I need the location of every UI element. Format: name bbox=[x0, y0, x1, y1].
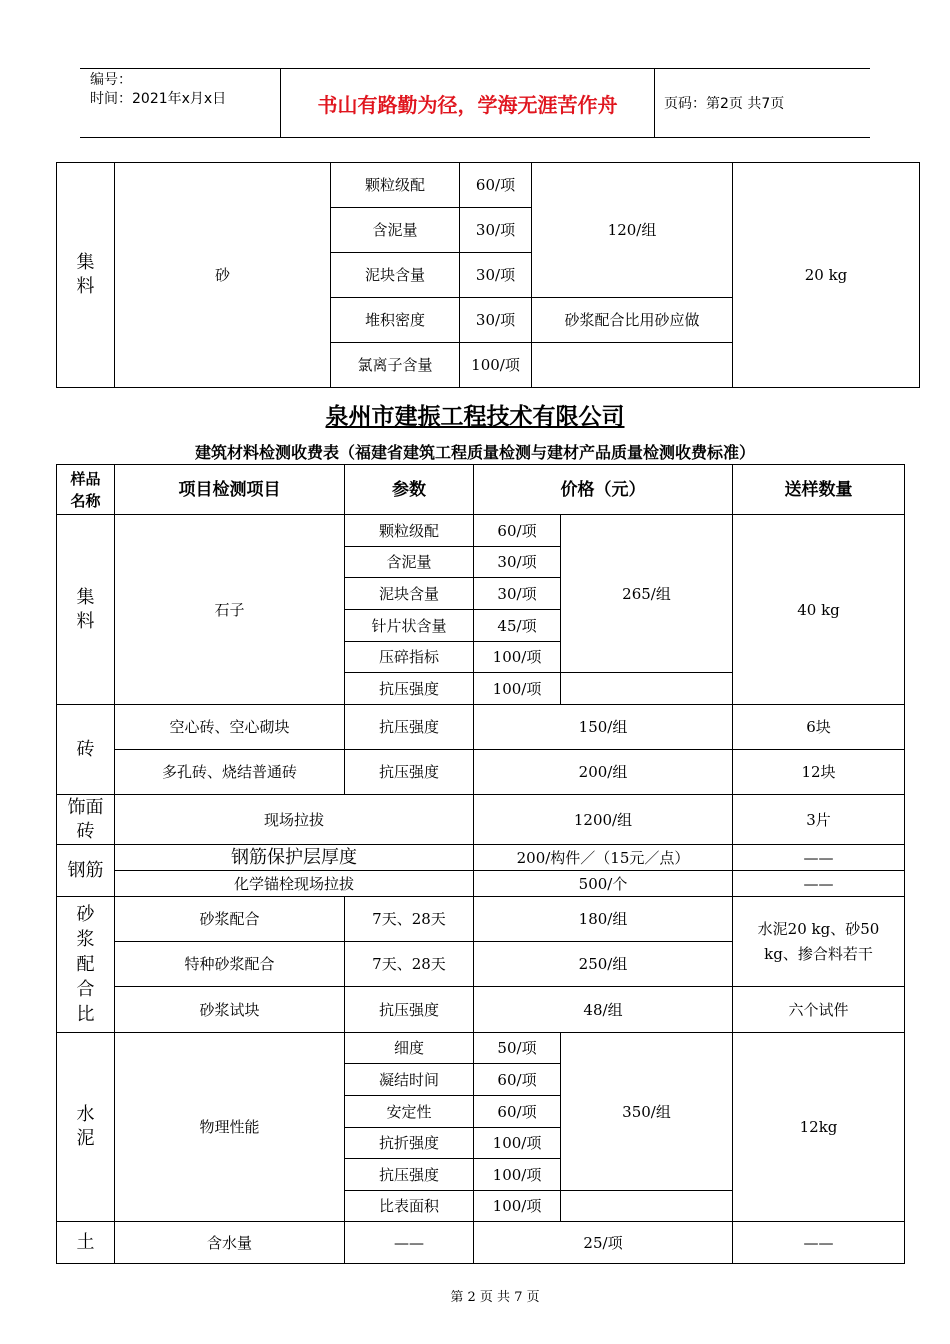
price-cell: 60/项 bbox=[474, 1096, 561, 1128]
brick-category: 砖 bbox=[57, 705, 115, 795]
param-cell: 含泥量 bbox=[331, 208, 460, 253]
item-cell: 钢筋保护层厚度 bbox=[115, 845, 474, 871]
price-cell: 100/项 bbox=[474, 1159, 561, 1191]
aggregate-category: 集 料 bbox=[57, 515, 115, 705]
param-cell: 氯离子含量 bbox=[331, 343, 460, 388]
param-cell: 7天、28天 bbox=[345, 942, 474, 987]
empty-cell bbox=[532, 343, 733, 388]
item-cell: 含水量 bbox=[115, 1222, 345, 1264]
param-cell: 凝结时间 bbox=[345, 1064, 474, 1096]
price-cell: 30/项 bbox=[474, 578, 561, 610]
param-cell: 安定性 bbox=[345, 1096, 474, 1128]
qty-cell: 3片 bbox=[733, 795, 905, 845]
sand-table bbox=[56, 162, 920, 388]
param-cell: 细度 bbox=[345, 1033, 474, 1064]
col-param: 参数 bbox=[345, 465, 474, 515]
price-cell: 200/构件／（15元／点） bbox=[474, 845, 733, 871]
param-cell: 抗压强度 bbox=[345, 750, 474, 795]
item-cell: 特种砂浆配合 bbox=[115, 942, 345, 987]
qty-cell: —— bbox=[733, 1222, 905, 1264]
item-cell: 化学锚栓现场拉拔 bbox=[115, 871, 474, 897]
page-footer: 第 2 页 共 7 页 bbox=[450, 1290, 540, 1305]
cement-item: 物理性能 bbox=[115, 1033, 345, 1222]
number-label: 编号： bbox=[90, 72, 132, 88]
price-cell: 100/项 bbox=[474, 1191, 561, 1222]
param-cell: 抗压强度 bbox=[345, 987, 474, 1033]
group-price: 350/组 bbox=[561, 1033, 733, 1191]
price-cell: 100/项 bbox=[460, 343, 532, 388]
price-cell: 48/组 bbox=[474, 987, 733, 1033]
price-cell: 1200/组 bbox=[474, 795, 733, 845]
qty-cell: 六个试件 bbox=[733, 987, 905, 1033]
price-cell: 30/项 bbox=[460, 208, 532, 253]
price-cell: 150/组 bbox=[474, 705, 733, 750]
qty-cell: 6块 bbox=[733, 705, 905, 750]
qty-cell: 12块 bbox=[733, 750, 905, 795]
soil-category: 土 bbox=[57, 1222, 115, 1264]
price-cell: 250/组 bbox=[474, 942, 733, 987]
param-cell: 颗粒级配 bbox=[331, 163, 460, 208]
price-cell: 100/项 bbox=[474, 642, 561, 673]
param-cell: 压碎指标 bbox=[345, 642, 474, 673]
price-cell: 100/项 bbox=[474, 1128, 561, 1159]
page-header bbox=[80, 68, 870, 138]
param-cell: 抗压强度 bbox=[345, 705, 474, 750]
param-cell: —— bbox=[345, 1222, 474, 1264]
item-cell: 砂浆试块 bbox=[115, 987, 345, 1033]
param-cell: 含泥量 bbox=[345, 547, 474, 578]
motto: 书山有路勤为径，学海无涯苦作舟 bbox=[281, 69, 655, 137]
tile-category: 饰面 砖 bbox=[57, 795, 115, 845]
sand-category: 集 料 bbox=[57, 163, 115, 388]
rebar-category: 钢筋 bbox=[57, 845, 115, 897]
param-cell: 抗压强度 bbox=[345, 673, 474, 705]
param-cell: 泥块含量 bbox=[345, 578, 474, 610]
param-cell: 颗粒级配 bbox=[345, 515, 474, 547]
price-cell: 180/组 bbox=[474, 897, 733, 942]
company-name: 泉州市建振工程技术有限公司 bbox=[325, 404, 625, 430]
price-cell: 200/组 bbox=[474, 750, 733, 795]
company-title bbox=[0, 398, 950, 431]
price-cell: 60/项 bbox=[474, 1064, 561, 1096]
item-cell: 砂浆配合 bbox=[115, 897, 345, 942]
header-meta bbox=[80, 69, 281, 137]
param-cell: 抗折强度 bbox=[345, 1128, 474, 1159]
item-cell: 空心砖、空心砌块 bbox=[115, 705, 345, 750]
price-cell: 100/项 bbox=[474, 673, 561, 705]
price-cell: 30/项 bbox=[460, 253, 532, 298]
col-sample: 样品 名称 bbox=[57, 465, 115, 515]
item-cell: 多孔砖、烧结普通砖 bbox=[115, 750, 345, 795]
price-cell: 30/项 bbox=[474, 547, 561, 578]
price-cell: 45/项 bbox=[474, 610, 561, 642]
param-cell: 堆积密度 bbox=[331, 298, 460, 343]
fee-table bbox=[56, 464, 905, 1264]
price-cell: 60/项 bbox=[460, 163, 532, 208]
col-price: 价格（元） bbox=[474, 465, 733, 515]
param-cell: 泥块含量 bbox=[331, 253, 460, 298]
param-cell: 抗压强度 bbox=[345, 1159, 474, 1191]
qty-cell: —— bbox=[733, 871, 905, 897]
group-price: 120/组 bbox=[532, 163, 733, 298]
quantity-cell: 40 kg bbox=[733, 515, 905, 705]
price-cell: 25/项 bbox=[474, 1222, 733, 1264]
param-cell: 针片状含量 bbox=[345, 610, 474, 642]
param-cell: 7天、28天 bbox=[345, 897, 474, 942]
note-cell: 砂浆配合比用砂应做 bbox=[532, 298, 733, 343]
mortar-qty: 水泥20 kg、砂50 kg、掺合料若干 bbox=[733, 897, 905, 987]
quantity-cell: 20 kg bbox=[733, 163, 920, 388]
param-cell: 比表面积 bbox=[345, 1191, 474, 1222]
date-label: 时间：2021年x月x日 bbox=[90, 91, 227, 107]
aggregate-item: 石子 bbox=[115, 515, 345, 705]
col-qty: 送样数量 bbox=[733, 465, 905, 515]
qty-cell: —— bbox=[733, 845, 905, 871]
price-cell: 60/项 bbox=[474, 515, 561, 547]
group-price: 265/组 bbox=[561, 515, 733, 673]
price-cell: 30/项 bbox=[460, 298, 532, 343]
col-item: 项目检测项目 bbox=[115, 465, 345, 515]
table-subtitle: 建筑材料检测收费表（福建省建筑工程质量检测与建材产品质量检测收费标准） bbox=[194, 443, 755, 462]
price-cell: 50/项 bbox=[474, 1033, 561, 1064]
mortar-category: 砂 浆 配 合 比 bbox=[57, 897, 115, 1033]
cement-category: 水 泥 bbox=[57, 1033, 115, 1222]
quantity-cell: 12kg bbox=[733, 1033, 905, 1222]
item-cell: 现场拉拔 bbox=[115, 795, 474, 845]
sand-item: 砂 bbox=[115, 163, 331, 388]
empty-cell bbox=[561, 1191, 733, 1222]
empty-cell bbox=[561, 673, 733, 705]
price-cell: 500/个 bbox=[474, 871, 733, 897]
page-label: 页码：第2页 共7页 bbox=[664, 96, 785, 112]
